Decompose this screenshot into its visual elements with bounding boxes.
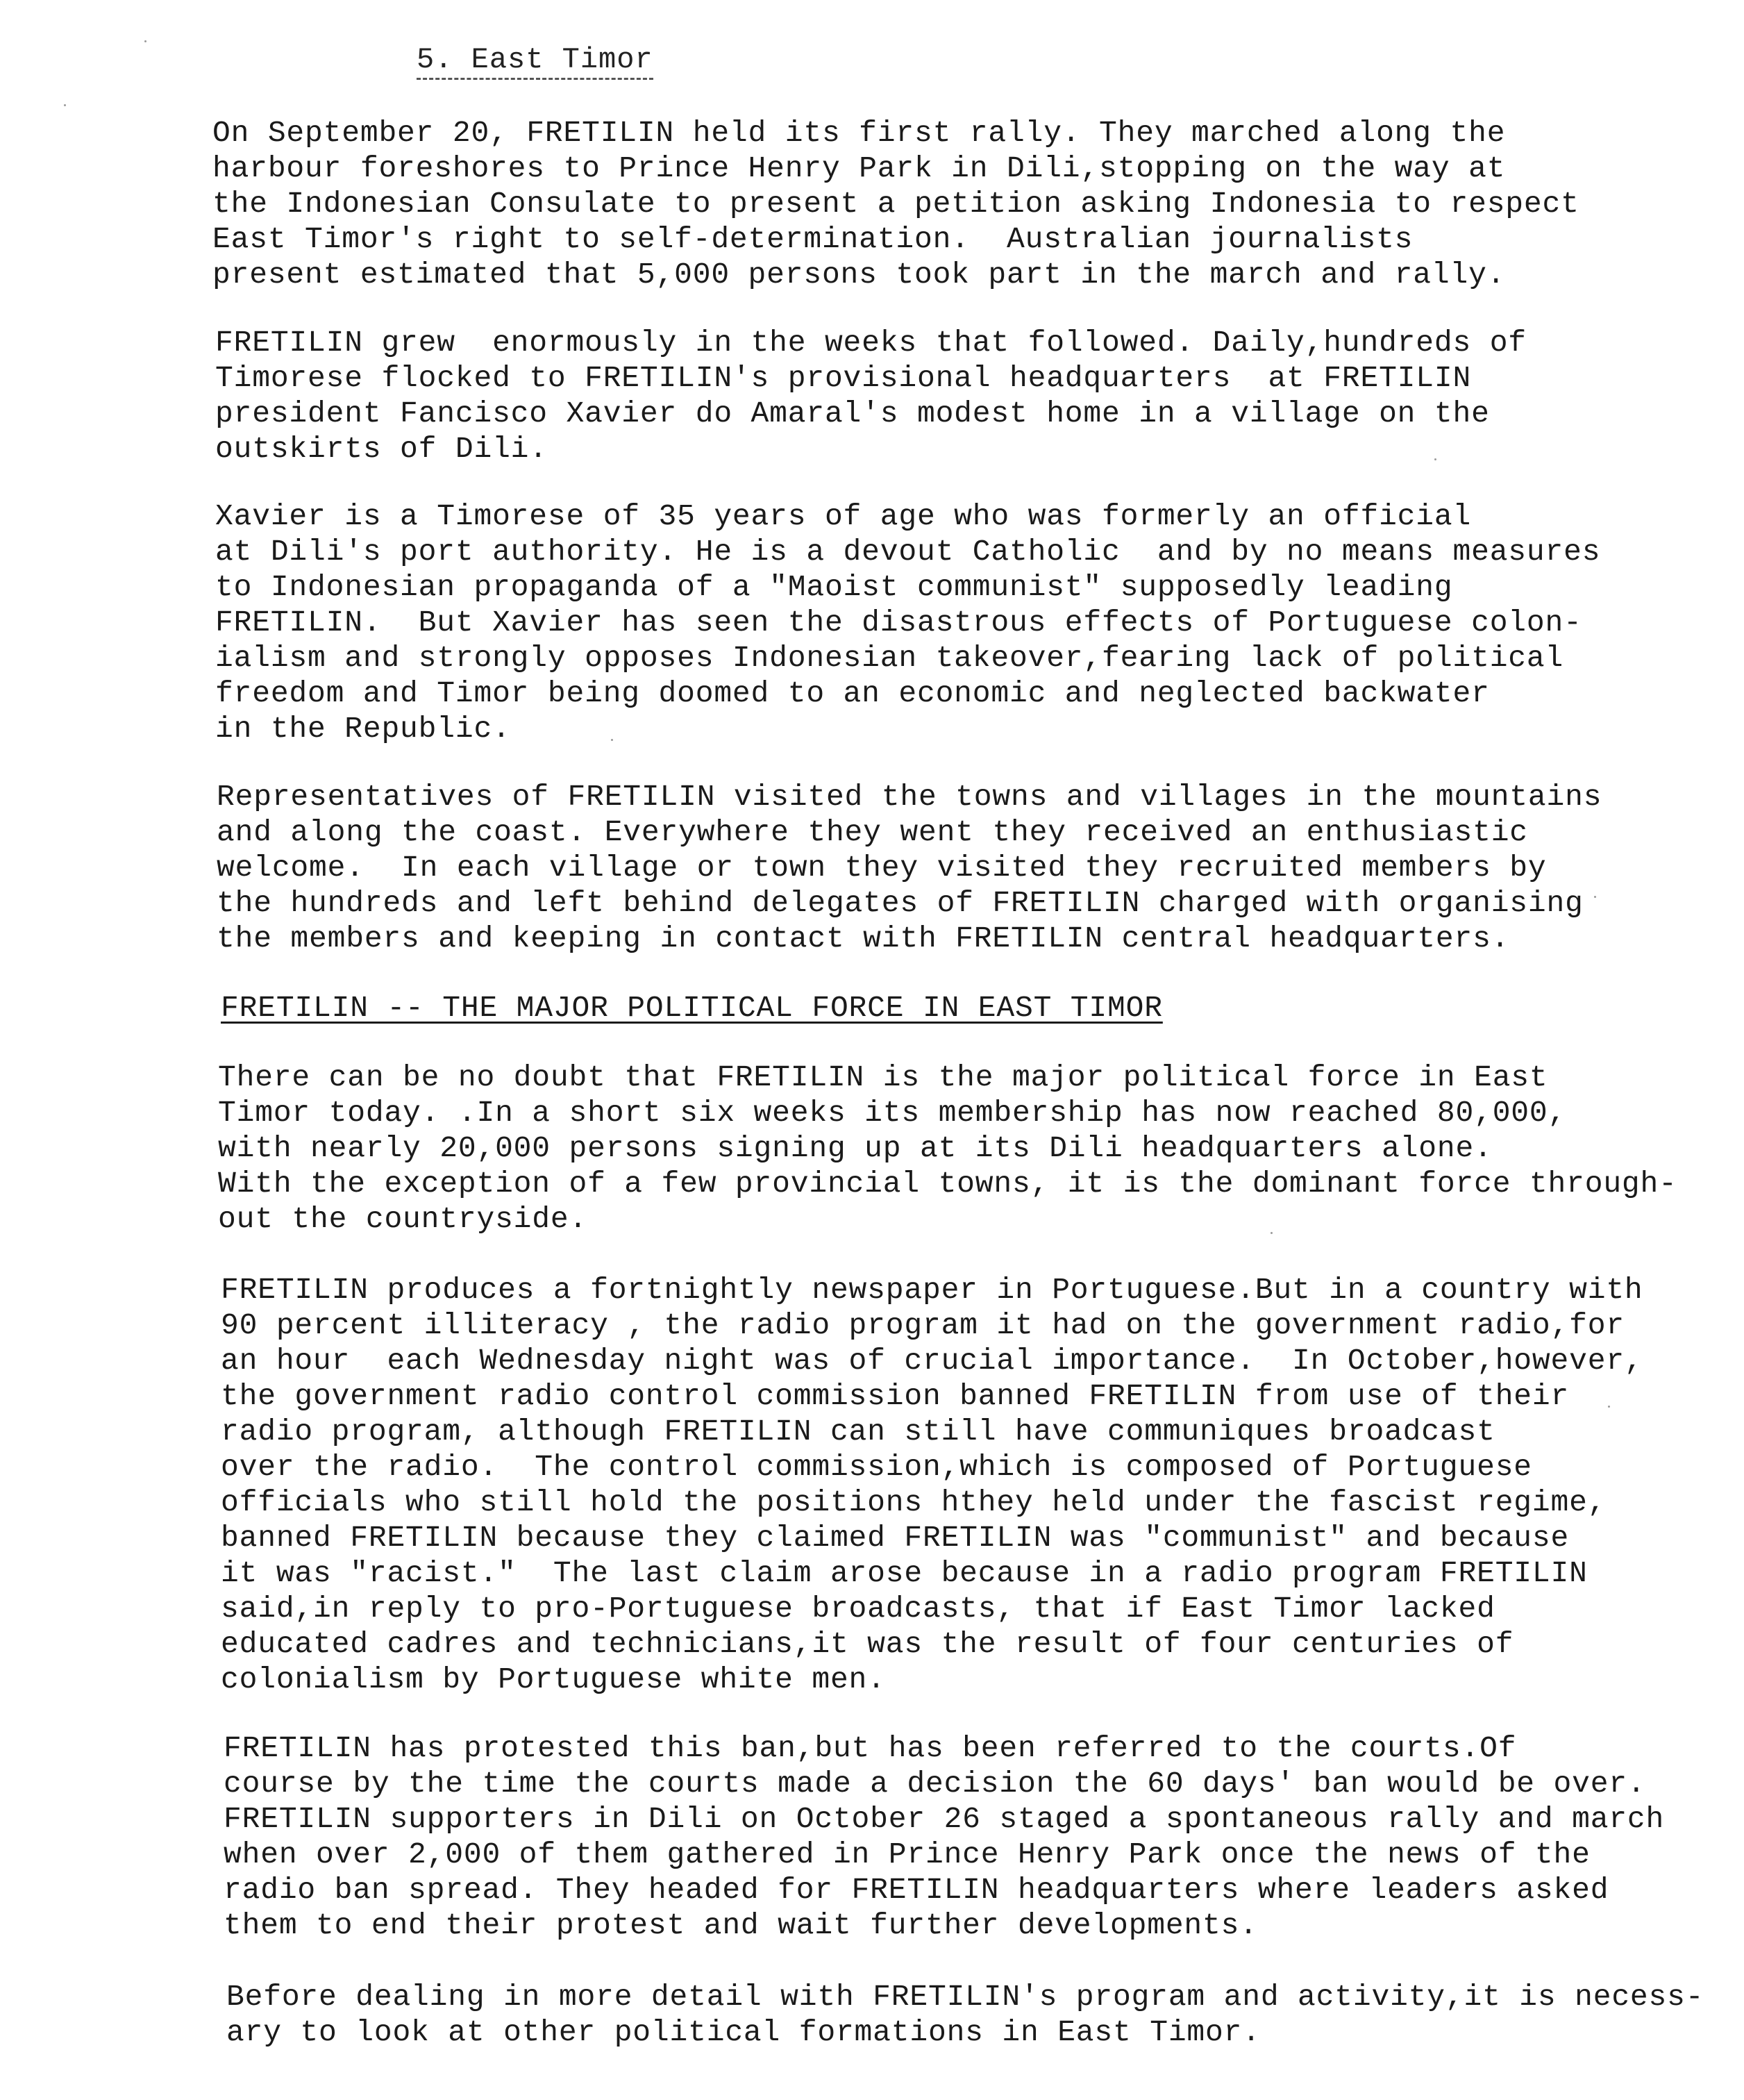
paragraph-line: 90 percent illiteracy , the radio program it had on the government radio,for <box>221 1308 1625 1342</box>
scan-speck <box>1271 1232 1273 1234</box>
scan-speck <box>611 739 613 741</box>
scan-speck <box>1594 896 1596 898</box>
paragraph-line: FRETILIN produces a fortnightly newspaper in Portuguese.But in a country with <box>221 1273 1643 1307</box>
scan-speck <box>64 104 66 106</box>
paragraph-5 <box>218 1060 1677 1237</box>
paragraph-line: officials who still hold the positions hthey held under the fascist regime, <box>221 1485 1607 1519</box>
paragraph-line: an hour each Wednesday night was of crucial importance. In October,however, <box>221 1344 1643 1378</box>
paragraph-line: said,in reply to pro-Portuguese broadcasts, that if East Timor lacked <box>221 1592 1495 1626</box>
paragraph-line: East Timor's right to self-determination. Australian journalists <box>212 222 1414 256</box>
paragraph-line: FRETILIN has protested this ban,but has been referred to the courts.Of <box>224 1731 1517 1765</box>
paragraph-line: the hundreds and left behind delegates of FRETILIN charged with organising <box>217 886 1584 920</box>
paragraph-line: over the radio. The control commission,which is composed of Portuguese <box>221 1450 1532 1484</box>
paragraph-line: FRETILIN grew enormously in the weeks that followed. Daily,hundreds of <box>215 326 1527 360</box>
paragraph-1 <box>212 115 1579 292</box>
paragraph-line: outskirts of Dili. <box>215 432 548 466</box>
paragraph-line: FRETILIN. But Xavier has seen the disastrous effects of Portuguese colon- <box>215 606 1582 640</box>
paragraph-line: to Indonesian propaganda of a "Maoist communist" supposedly leading <box>215 570 1453 604</box>
paragraph-line: colonialism by Portuguese white men. <box>221 1662 886 1697</box>
subheading: FRETILIN -- THE MAJOR POLITICAL FORCE IN EAST TIMOR <box>221 991 1163 1025</box>
paragraph-line: present estimated that 5,000 persons took part in the march and rally. <box>212 258 1506 292</box>
paragraph-line: at Dili's port authority. He is a devout Catholic and by no means measures <box>215 535 1601 569</box>
paragraph-line: freedom and Timor being doomed to an economic and neglected backwater <box>215 676 1490 710</box>
paragraph-line: the government radio control commission banned FRETILIN from use of their <box>221 1379 1570 1413</box>
paragraph-line: Representatives of FRETILIN visited the towns and villages in the mountains <box>217 780 1602 814</box>
paragraph-line: and along the coast. Everywhere they went they received an enthusiastic <box>217 815 1528 849</box>
paragraph-4 <box>217 779 1602 956</box>
paragraph-line: out the countryside. <box>218 1202 588 1236</box>
paragraph-line: On September 20, FRETILIN held its first rally. They marched along the <box>212 116 1506 150</box>
paragraph-7 <box>224 1731 1664 1943</box>
paragraph-line: ary to look at other political formations in East Timor. <box>226 2015 1261 2049</box>
paragraph-line: it was "racist." The last claim arose because in a radio program FRETILIN <box>221 1556 1588 1590</box>
paragraph-3 <box>215 499 1600 747</box>
paragraph-line: Timorese flocked to FRETILIN's provisional headquarters at FRETILIN <box>215 361 1472 395</box>
paragraph-2 <box>215 325 1527 467</box>
scan-speck <box>1434 458 1436 460</box>
section-heading: 5. East Timor <box>417 43 653 80</box>
scan-speck <box>144 40 146 42</box>
paragraph-6 <box>221 1272 1643 1697</box>
paragraph-line: banned FRETILIN because they claimed FRETILIN was "communist" and because <box>221 1521 1570 1555</box>
paragraph-line: them to end their protest and wait further developments. <box>224 1908 1258 1942</box>
paragraph-line: educated cadres and technicians,it was the result of four centuries of <box>221 1627 1514 1661</box>
paragraph-line: Before dealing in more detail with FRETILIN's program and activity,it is necess- <box>226 1980 1704 2014</box>
paragraph-line: in the Republic. <box>215 712 511 746</box>
paragraph-line: course by the time the courts made a decision the 60 days' ban would be over. <box>224 1767 1646 1801</box>
paragraph-8 <box>226 1979 1704 2050</box>
paragraph-line: ialism and strongly opposes Indonesian takeover,fearing lack of political <box>215 641 1564 675</box>
paragraph-line: harbour foreshores to Prince Henry Park in Dili,stopping on the way at <box>212 151 1506 185</box>
paragraph-line: welcome. In each village or town they visited they recruited members by <box>217 851 1547 885</box>
paragraph-line: Timor today. .In a short six weeks its membership has now reached 80,000, <box>218 1096 1567 1130</box>
paragraph-line: the Indonesian Consulate to present a petition asking Indonesia to respect <box>212 187 1579 221</box>
paragraph-line: There can be no doubt that FRETILIN is the major political force in East <box>218 1060 1548 1094</box>
paragraph-line: when over 2,000 of them gathered in Prince Henry Park once the news of the <box>224 1838 1591 1872</box>
paragraph-line: the members and keeping in contact with FRETILIN central headquarters. <box>217 922 1510 956</box>
paragraph-line: with nearly 20,000 persons signing up at its Dili headquarters alone. <box>218 1131 1493 1165</box>
paragraph-line: Xavier is a Timorese of 35 years of age who was formerly an official <box>215 499 1472 533</box>
paragraph-line: With the exception of a few provincial towns, it is the dominant force through- <box>218 1167 1677 1201</box>
paragraph-line: radio ban spread. They headed for FRETILIN headquarters where leaders asked <box>224 1873 1609 1907</box>
paragraph-line: president Fancisco Xavier do Amaral's modest home in a village on the <box>215 397 1490 431</box>
paragraph-line: FRETILIN supporters in Dili on October 26 staged a spontaneous rally and march <box>224 1802 1665 1836</box>
paragraph-line: radio program, although FRETILIN can still have communiques broadcast <box>221 1415 1495 1449</box>
scan-speck <box>1608 1406 1610 1408</box>
